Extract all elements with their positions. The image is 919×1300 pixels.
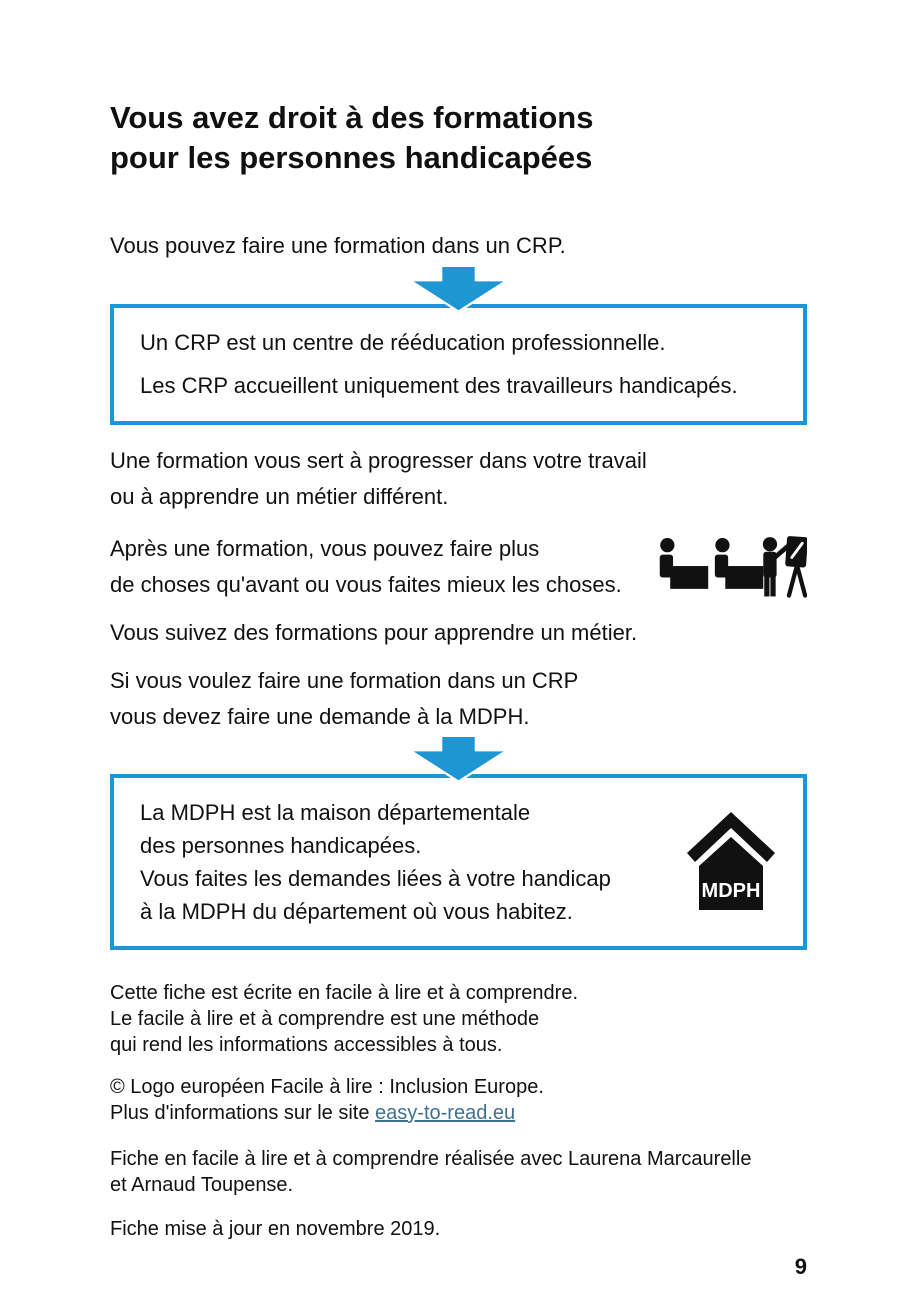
- page-title: [110, 98, 807, 178]
- mdph-definition-line-2: des personnes handicapées.: [140, 833, 422, 858]
- mdph-house-label: MDPH: [701, 880, 761, 902]
- page-number: 9: [794, 1254, 807, 1279]
- paragraph-suivez: Vous suivez des formations pour apprendre un métier.: [110, 620, 638, 645]
- footer-credits-paragraph: [110, 1146, 807, 1198]
- down-arrow-icon: [110, 737, 807, 782]
- footer-more-info-prefix: Plus d'informations sur le site: [110, 1102, 376, 1124]
- footer-method-line-2: Le facile à lire et à comprendre est une méthode: [110, 1008, 540, 1030]
- mdph-house-icon: [685, 812, 777, 912]
- footer-copyright-line: © Logo européen Facile à lire : Inclusion Europe.: [110, 1076, 544, 1098]
- page-title-line-1: Vous avez droit à des formations: [110, 100, 594, 135]
- paragraph-after-formation-line-2: de choses qu'avant ou vous faites mieux les choses.: [110, 572, 622, 597]
- footer-method-paragraph: [110, 980, 807, 1058]
- crp-definition-line-1: Un CRP est un centre de rééducation professionnelle.: [140, 330, 666, 355]
- page-title-line-2: pour les personnes handicapées: [110, 140, 593, 175]
- paragraph-progress: [110, 443, 807, 515]
- mdph-definition-text: [140, 796, 611, 928]
- paragraph-si-crp-line-1: Si vous voulez faire une formation dans un CRP: [110, 668, 579, 693]
- footer-credits-line-2: et Arnaud Toupense.: [110, 1174, 294, 1196]
- footer-more-info-line: [110, 1100, 807, 1126]
- mdph-definition-line-1: La MDPH est la maison départementale: [140, 800, 531, 825]
- paragraph-progress-line-1: Une formation vous sert à progresser dans votre travail: [110, 448, 647, 473]
- footer-updated-line: Fiche mise à jour en novembre 2019.: [110, 1218, 441, 1240]
- mdph-definition-box: [110, 774, 807, 950]
- paragraph-after-formation-text: [110, 531, 622, 603]
- mdph-definition-line-3: Vous faites les demandes liées à votre handicap: [140, 866, 611, 891]
- footer-method-line-1: Cette fiche est écrite en facile à lire et à comprendre.: [110, 982, 579, 1004]
- paragraph-si-crp-line-2: vous devez faire une demande à la MDPH.: [110, 704, 530, 729]
- intro-text: Vous pouvez faire une formation dans un CRP.: [110, 233, 566, 258]
- footer-copyright-paragraph: [110, 1074, 807, 1126]
- mdph-definition-line-4: à la MDPH du département où vous habitez.: [140, 899, 573, 924]
- footer-method-line-3: qui rend les informations accessibles à tous.: [110, 1034, 503, 1056]
- crp-definition-line-2: Les CRP accueillent uniquement des travailleurs handicapés.: [140, 373, 738, 398]
- paragraph-after-formation: [110, 531, 807, 603]
- footer-credits-line-1: Fiche en facile à lire et à comprendre réalisée avec Laurena Marcaurelle: [110, 1148, 752, 1170]
- crp-definition-box: [110, 304, 807, 425]
- paragraph-si-crp: [110, 663, 807, 735]
- down-arrow-icon: [110, 267, 807, 312]
- easy-to-read-link[interactable]: easy-to-read.eu: [375, 1102, 516, 1124]
- classroom-icon: [655, 536, 807, 598]
- paragraph-progress-line-2: ou à apprendre un métier différent.: [110, 484, 449, 509]
- paragraph-after-formation-line-1: Après une formation, vous pouvez faire plus: [110, 536, 540, 561]
